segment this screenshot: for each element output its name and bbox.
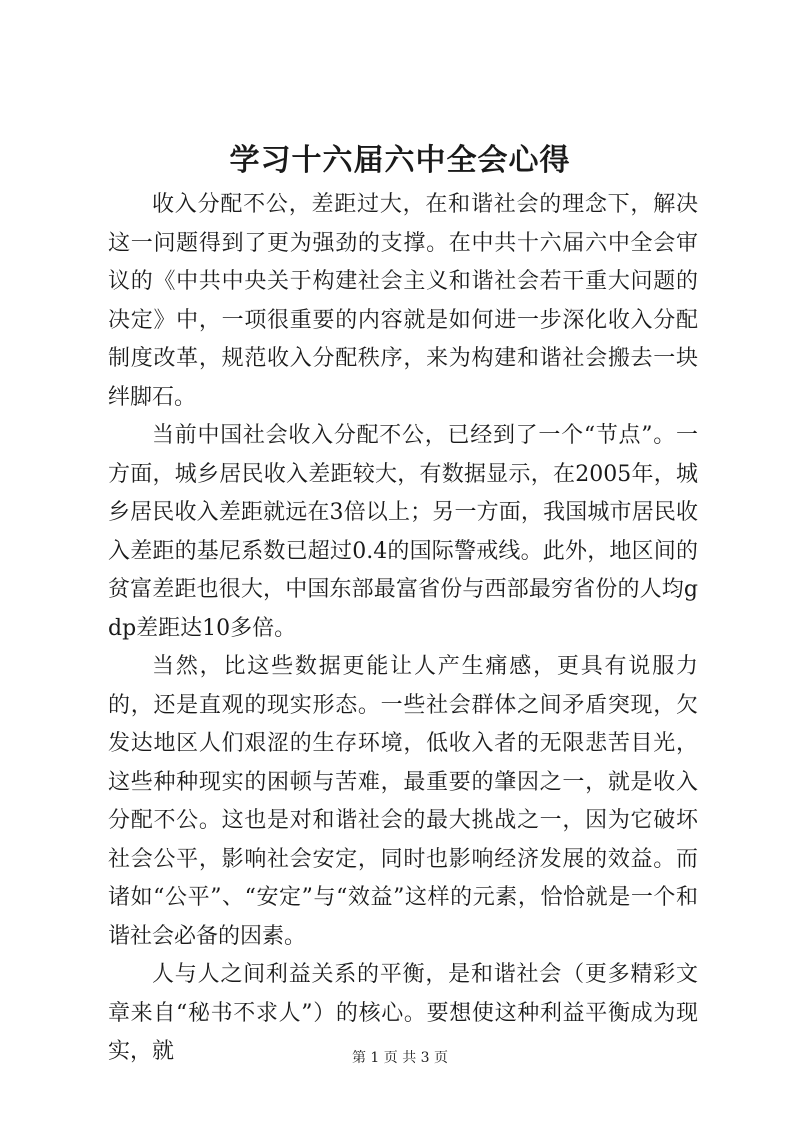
document-body [108,186,698,1072]
paragraph-3: 当然，比这些数据更能让人产生痛感，更具有说服力的，还是直观的现实形态。一些社会群体之间矛盾突现，欠发达地区人们艰涩的生存环境，低收入者的无限悲苦目光，这些种种现实的困顿与苦难，最重要的肇因之一，就是收入分配不公。这也是对和谐社会的最大挑战之一，因为它破坏社会公平，影响社会安定，同时也影响经济发展的效益。而诸如“公平”、“安定”与“效益”这样的元素，恰恰就是一个和谐社会必备的因素。 [108,654,698,949]
page-footer: 第 1 页 共 3 页 [351,1050,449,1066]
paragraph-1: 收入分配不公，差距过大，在和谐社会的理念下，解决这一问题得到了更为强劲的支撑。在中共十六届六中全会审议的《中共中央关于构建社会主义和谐社会若干重大问题的决定》中，一项很重要的内容就是如何进一步深化收入分配制度改革，规范收入分配秩序，来为构建和谐社会搬去一块绊脚石。 [108,192,698,410]
paragraph-4: 人与人之间利益关系的平衡，是和谐社会（更多精彩文章来自“秘书不求人”）的核心。要想使这种利益平衡成为现实，就 [108,962,698,1064]
document-title: 学习十六届六中全会心得 [229,143,571,178]
paragraph-2: 当前中国社会收入分配不公，已经到了一个“节点”。一方面，城乡居民收入差距较大，有数据显示，在2005年，城乡居民收入差距就远在3倍以上；另一方面，我国城市居民收入差距的基尼系数已超过0.4的国际警戒线。此外，地区间的贫富差距也很大，中国东部最富省份与西部最穷省份的人均gdp差距达10多倍。 [108,423,698,641]
